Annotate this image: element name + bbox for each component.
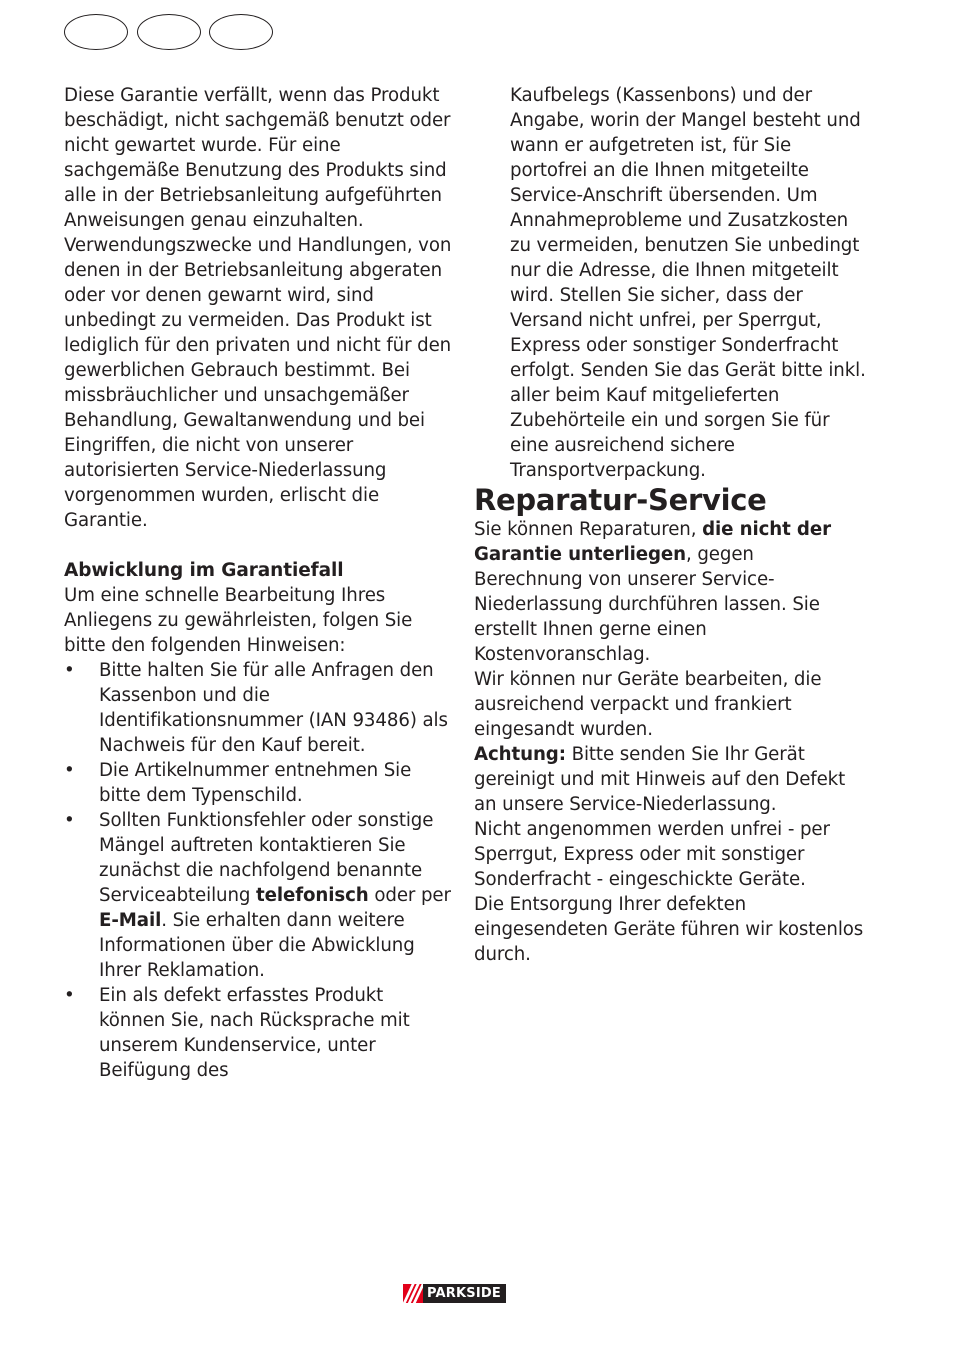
- phone-emphasis: telefonisch: [256, 885, 369, 906]
- list-item: • Die Artikelnummer entnehmen Sie bitte dem Typenschild.: [64, 758, 454, 808]
- repair-paragraph: Nicht angenommen werden unfrei - per Sperrgut, Express oder mit sonstiger Sonderfracht - eingeschickte Geräte.: [474, 819, 830, 890]
- email-emphasis: E-Mail: [99, 910, 162, 931]
- language-oval-3: [209, 14, 273, 50]
- language-oval-1: [64, 14, 128, 50]
- repair-paragraph: Wir können nur Geräte bearbeiten, die ausreichend verpackt und frankiert eingesandt wurden.: [474, 669, 822, 740]
- attention-label: Achtung:: [474, 744, 566, 765]
- logo-stripes: [403, 1284, 423, 1303]
- left-column: [64, 83, 454, 1083]
- language-oval-2: [137, 14, 201, 50]
- list-item: • Ein als defekt erfasstes Produkt können Sie, nach Rücksprache mit unserem Kundenservice, unter Beifügung des: [64, 983, 454, 1083]
- list-item: • Sollten Funktionsfehler oder sonstige Mängel auftreten kontaktieren Sie zunächst die nachfolgend benannte Serviceabteilung telefonisch oder per E-Mail. Sie erhalten dann weitere Informationen über die Abwicklung Ihrer Reklamation.: [64, 808, 454, 983]
- warranty-intro: Diese Garantie verfällt, wenn das Produkt beschädigt, nicht sachgemäß benutzt oder nicht gewartet wurde. Für eine sachgemäße Benutzung des Produkts sind alle in der Betriebsanleitung aufgeführten Anweisungen genau einzuhalten. Verwendungszwecke und Handlungen, von denen in der Betriebsanleitung abgeraten oder vor denen gewarnt wird, sind unbedingt zu vermeiden. Das Produkt ist lediglich für den privaten und nicht für den gewerblichen Gebrauch bestimmt. Bei missbräuchlicher und unsachgemäßer Behandlung, Gewaltanwendung und bei Eingriffen, die nicht von unserer autorisierten Service-Niederlassung vorgenommen wurden, erlischt die Garantie.: [64, 85, 452, 531]
- right-column: [474, 83, 866, 967]
- warranty-continuation: Kaufbelegs (Kassenbons) und der Angabe, worin der Mangel besteht und wann er aufgetreten ist, für Sie portofrei an die Ihnen mitgeteilte Service-Anschrift übersenden. Um Annahmeprobleme und Zusatzkosten zu vermeiden, benutzen Sie unbedingt nur die Adresse, die Ihnen mitgeteilt wird. Stellen Sie sicher, dass der Versand nicht unfrei, per Sperrgut, Express oder sonstiger Sonderfracht erfolgt. Senden Sie das Gerät bitte inkl. aller beim Kauf mitgelieferten Zubehörteile ein und sorgen Sie für eine ausreichend sichere Transportverpackung.: [510, 85, 866, 481]
- parkside-logo: [403, 1284, 506, 1303]
- warranty-claim-list: [64, 658, 454, 1083]
- list-item: • Bitte halten Sie für alle Anfragen den Kassenbon und die Identifikationsnummer (IAN 93486) als Nachweis für den Kauf bereit.: [64, 658, 454, 758]
- warranty-claim-heading: Abwicklung im Garantiefall: [64, 560, 344, 581]
- logo-wordmark: PARKSIDE: [423, 1284, 506, 1303]
- repair-paragraph: Achtung: Bitte senden Sie Ihr Gerät gereinigt und mit Hinweis auf den Defekt an unsere Service-Niederlassung.: [474, 744, 846, 815]
- repair-service-heading: Reparatur-Service: [474, 483, 767, 517]
- warranty-claim-lead: Um eine schnelle Bearbeitung Ihres Anliegens zu gewährleisten, folgen Sie bitte den folgenden Hinweisen:: [64, 585, 413, 656]
- repair-paragraph: Die Entsorgung Ihrer defekten eingesendeten Geräte führen wir kostenlos durch.: [474, 894, 864, 965]
- repair-paragraph: Sie können Reparaturen, die nicht der Garantie unterliegen, gegen Berechnung von unserer Service-Niederlassung durchführen lassen. Sie erstellt Ihnen gerne einen Kostenvoranschlag.: [474, 519, 831, 665]
